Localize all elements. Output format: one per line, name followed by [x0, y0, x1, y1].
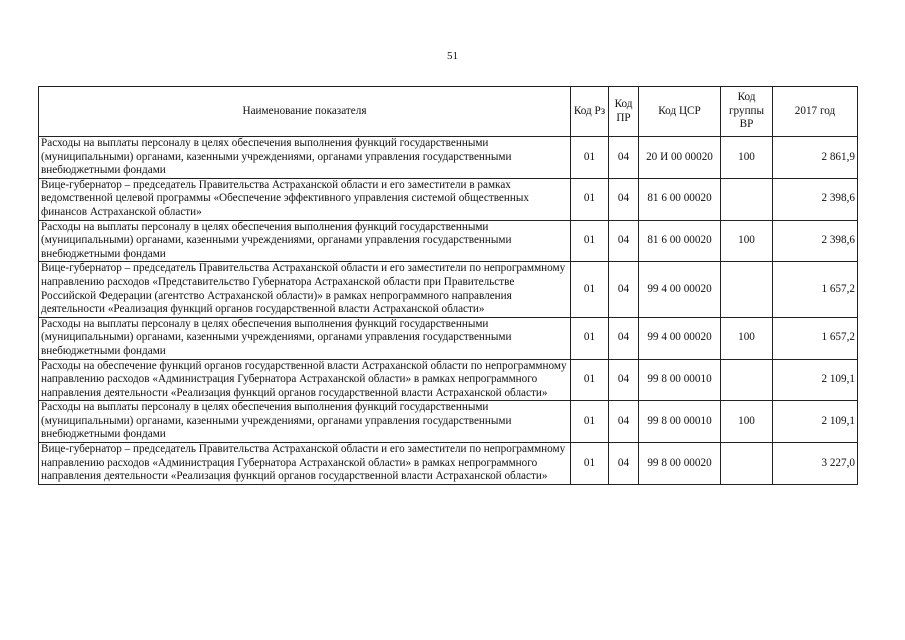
row-pr: 04 — [609, 317, 639, 359]
header-csr: Код ЦСР — [639, 87, 721, 137]
row-pr: 04 — [609, 359, 639, 401]
row-name: Расходы на обеспечение функций органов государственной власти Астраханской области по непрограммному направлению расходов «Администрация Губернатора Астраханской области» в рамках непрограммного направления деятельности «Реализация функций органов государственной власти Астраханской области» — [39, 359, 571, 401]
header-year: 2017 год — [773, 87, 858, 137]
table-row — [39, 137, 858, 179]
row-csr: 99 8 00 00020 — [639, 443, 721, 485]
row-csr: 20 И 00 00020 — [639, 137, 721, 179]
table-header-row — [39, 87, 858, 137]
row-vr: 100 — [721, 220, 773, 262]
header-vr: Код группы ВР — [721, 87, 773, 137]
row-rz: 01 — [571, 262, 609, 317]
row-pr: 04 — [609, 401, 639, 443]
row-vr: 100 — [721, 317, 773, 359]
row-rz: 01 — [571, 401, 609, 443]
row-vr — [721, 178, 773, 220]
row-csr: 81 6 00 00020 — [639, 220, 721, 262]
header-rz: Код Рз — [571, 87, 609, 137]
table-row — [39, 443, 858, 485]
row-rz: 01 — [571, 220, 609, 262]
row-rz: 01 — [571, 317, 609, 359]
budget-table — [38, 86, 858, 485]
row-pr: 04 — [609, 262, 639, 317]
row-rz: 01 — [571, 359, 609, 401]
table-row — [39, 359, 858, 401]
row-rz: 01 — [571, 178, 609, 220]
page-number: 51 — [447, 50, 458, 62]
row-pr: 04 — [609, 220, 639, 262]
row-year: 2 398,6 — [773, 178, 858, 220]
row-rz: 01 — [571, 137, 609, 179]
table-row — [39, 178, 858, 220]
row-name: Вице-губернатор – председатель Правительства Астраханской области и его заместители по непрограммному направлению расходов «Администрация Губернатора Астраханской области» в рамках непрограммного направления деятельности «Реализация функций органов государственной власти Астраханской области» — [39, 443, 571, 485]
table-row — [39, 401, 858, 443]
row-csr: 81 6 00 00020 — [639, 178, 721, 220]
row-year: 2 861,9 — [773, 137, 858, 179]
row-name: Расходы на выплаты персоналу в целях обеспечения выполнения функций государственными (муниципальными) органами, казенными учреждениями, органами управления государственными внебюджетными фондами — [39, 137, 571, 179]
row-name: Расходы на выплаты персоналу в целях обеспечения выполнения функций государственными (муниципальными) органами, казенными учреждениями, органами управления государственными внебюджетными фондами — [39, 401, 571, 443]
row-year: 3 227,0 — [773, 443, 858, 485]
row-name: Расходы на выплаты персоналу в целях обеспечения выполнения функций государственными (муниципальными) органами, казенными учреждениями, органами управления государственными внебюджетными фондами — [39, 317, 571, 359]
row-csr: 99 4 00 00020 — [639, 317, 721, 359]
row-year: 2 109,1 — [773, 359, 858, 401]
row-year: 1 657,2 — [773, 317, 858, 359]
row-year: 2 398,6 — [773, 220, 858, 262]
row-csr: 99 8 00 00010 — [639, 359, 721, 401]
header-pr: Код ПР — [609, 87, 639, 137]
row-year: 1 657,2 — [773, 262, 858, 317]
row-rz: 01 — [571, 443, 609, 485]
row-pr: 04 — [609, 443, 639, 485]
table-row — [39, 220, 858, 262]
row-name: Расходы на выплаты персоналу в целях обеспечения выполнения функций государственными (муниципальными) органами, казенными учреждениями, органами управления государственными внебюджетными фондами — [39, 220, 571, 262]
row-csr: 99 4 00 00020 — [639, 262, 721, 317]
row-name: Вице-губернатор – председатель Правительства Астраханской области и его заместители по непрограммному направлению расходов «Представительство Губернатора Астраханской области при Правительстве Российской Федерации (агентство Астраханской области)» в рамках непрограммного направления деятельности «Реализация функций органов государственной власти Астраханской области» — [39, 262, 571, 317]
row-vr — [721, 443, 773, 485]
row-pr: 04 — [609, 178, 639, 220]
row-vr — [721, 359, 773, 401]
row-year: 2 109,1 — [773, 401, 858, 443]
row-name: Вице-губернатор – председатель Правительства Астраханской области и его заместители в рамках ведомственной целевой программы «Обеспечение эффективного управления системой общественных финансов Астраханской области» — [39, 178, 571, 220]
table-row — [39, 262, 858, 317]
row-vr: 100 — [721, 137, 773, 179]
row-vr — [721, 262, 773, 317]
row-csr: 99 8 00 00010 — [639, 401, 721, 443]
table-row — [39, 317, 858, 359]
row-vr: 100 — [721, 401, 773, 443]
row-pr: 04 — [609, 137, 639, 179]
header-name: Наименование показателя — [39, 87, 571, 137]
